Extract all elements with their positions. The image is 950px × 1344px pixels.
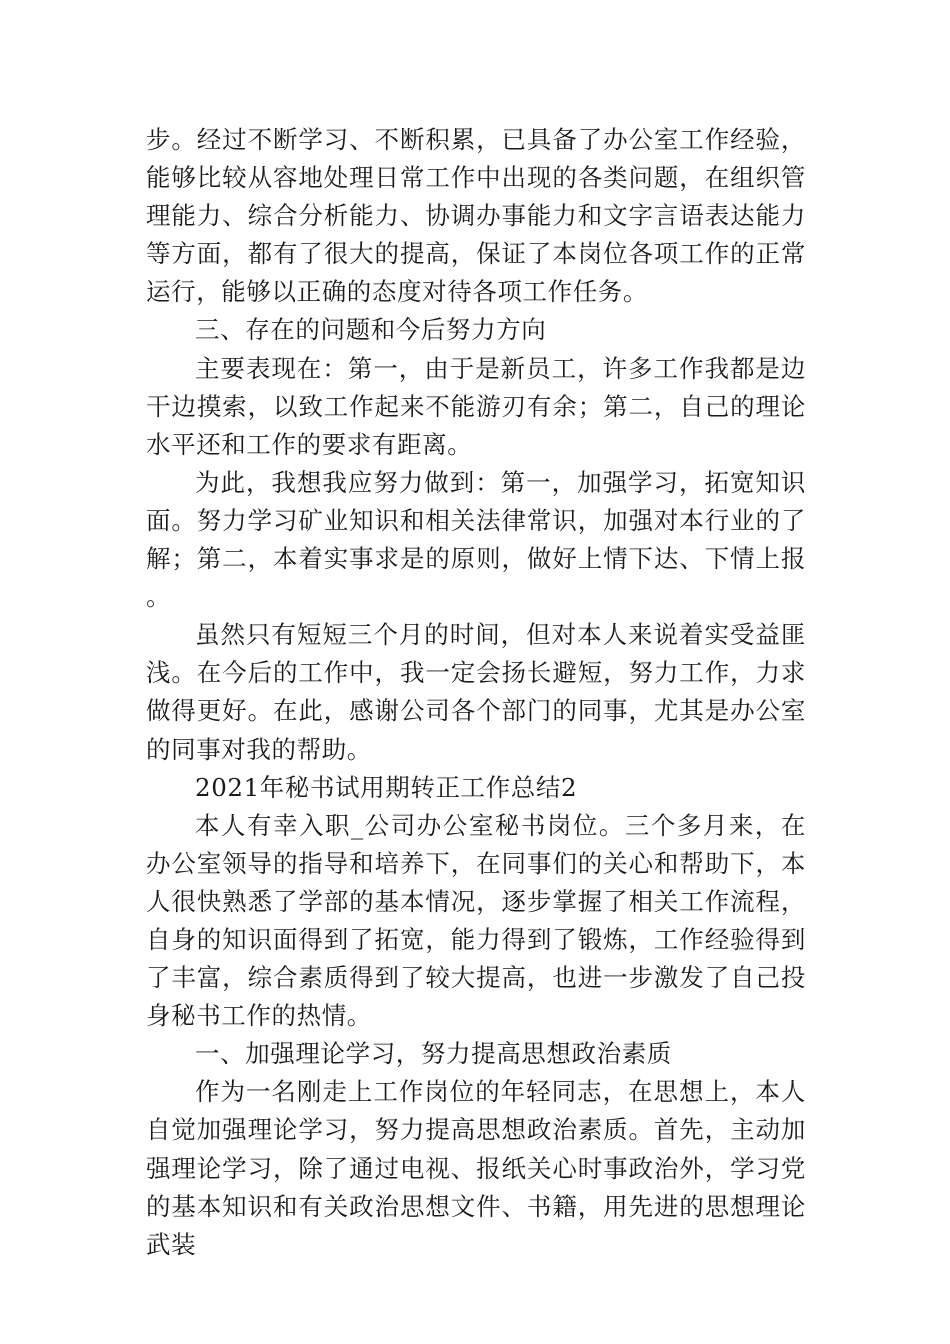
- paragraph-improvements: 为此，我想我应努力做到：第一，加强学习，拓宽知识面。努力学习矿业知识和相关法律常识，加强对本行业的了解；第二，本着实事求是的原则，做好上情下达、下情上报。: [146, 467, 806, 612]
- paragraph-problems: 主要表现在：第一，由于是新员工，许多工作我都是边干边摸索，以致工作起来不能游刃有余；第二，自己的理论水平还和工作的要求有距离。: [146, 353, 806, 459]
- section-heading-theory: 一、加强理论学习，努力提高思想政治素质: [195, 1039, 672, 1069]
- section-heading-problems: 三、存在的问题和今后努力方向: [195, 315, 547, 345]
- paragraph-intro-2: 本人有幸入职_公司办公室秘书岗位。三个多月来，在办公室领导的指导和培养下，在同事们的关心和帮助下，本人很快熟悉了学部的基本情况，逐步掌握了相关工作流程，自身的知识面得到了拓宽，能力得到了锻炼，工作经验得到了丰富，综合素质得到了较大提高，也进一步激发了自己投身秘书工作的热情。: [146, 810, 806, 1031]
- paragraph-conclusion: 虽然只有短短三个月的时间，但对本人来说着实受益匪浅。在今后的工作中，我一定会扬长避短，努力工作，力求做得更好。在此，感谢公司各个部门的同事，尤其是办公室的同事对我的帮助。: [146, 620, 806, 764]
- paragraph-theory: 作为一名刚走上工作岗位的年轻同志，在思想上，本人自觉加强理论学习，努力提高思想政治素质。首先，主动加强理论学习，除了通过电视、报纸关心时事政治外，学习党的基本知识和有关政治思想文件、书籍，用先进的思想理论武装: [146, 1077, 806, 1259]
- paragraph-continuation: 步。经过不断学习、不断积累，已具备了办公室工作经验，能够比较从容地处理日常工作中出现的各类问题，在组织管理能力、综合分析能力、协调办事能力和文字言语表达能力等方面，都有了很大的提高，保证了本岗位各项工作的正常运行，能够以正确的态度对待各项工作任务。: [146, 125, 806, 307]
- document-body: [146, 121, 806, 1264]
- article-title-2: 2021年秘书试用期转正工作总结2: [195, 772, 578, 802]
